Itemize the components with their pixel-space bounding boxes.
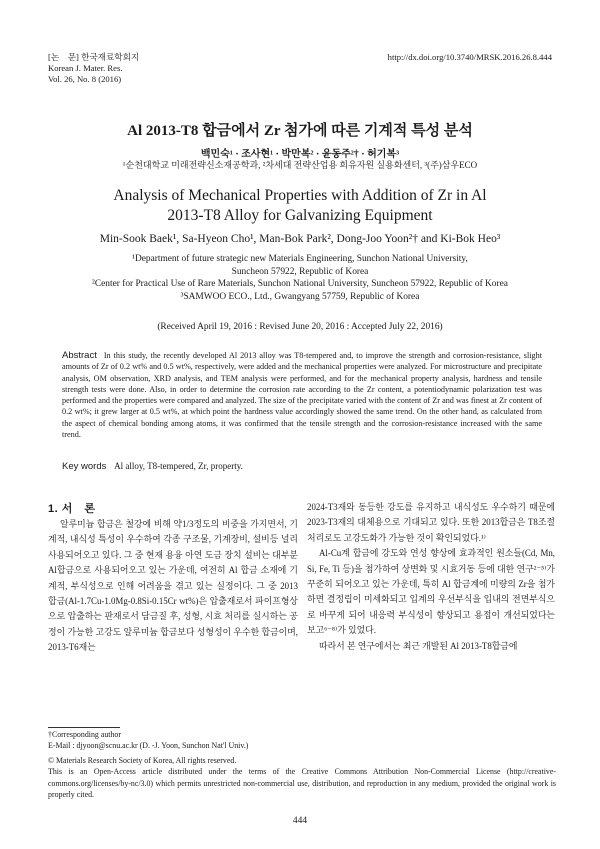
affiliation-line-2: Suncheon 57922, Republic of Korea bbox=[231, 266, 369, 277]
affiliation-line-4: ³SAMWOO ECO., Ltd., Gwangyang 57759, Republic of Korea bbox=[180, 291, 420, 302]
footnote-corresponding: †Corresponding author bbox=[48, 730, 121, 739]
body-paragraph: 따라서 본 연구에서는 최근 개발된 Al 2013-T8합금에 bbox=[319, 640, 518, 651]
footnote-email: E-Mail : djyoon@scnu.ac.kr (D. -J. Yoon, Sunchon Nat'l Univ.) bbox=[48, 741, 249, 751]
authors-korean: 백민숙¹ · 조사현¹ · 박만복² · 윤동주²† · 허기복³ bbox=[200, 149, 400, 160]
title-english bbox=[0, 186, 600, 226]
footnote-copyright: © Materials Research Society of Korea, All rights reserved. bbox=[48, 755, 237, 765]
footnotes bbox=[48, 729, 556, 800]
affiliations-english bbox=[40, 253, 560, 303]
journal-line-3: Vol. 26, No. 8 (2016) bbox=[48, 74, 122, 84]
authors-english: Min-Sook Baek¹, Sa-Hyeon Cho¹, Man-Bok Park², Dong-Joo Yoon²† and Ki-Bok Heo³ bbox=[99, 233, 501, 245]
affiliations-korean: ¹순천대학교 미래전략신소재공학과, ²차세대 전략산업용 희유자원 실용화센터, ³(주)삼우ECO bbox=[122, 160, 478, 170]
footnote-license: This is an Open-Access article distributed under the terms of the Creative Commons Attribution Non-Commercial License (http://creative-commons.org/licenses/by-nc/3.0) which permits unrestricted non-commercial use, distribution, and reproduction in any medium, provided the original work is properly cited. bbox=[48, 767, 556, 800]
body-column-right bbox=[307, 500, 555, 654]
journal-line-2: Korean J. Mater. Res. bbox=[48, 63, 123, 73]
journal-info bbox=[48, 52, 139, 85]
doi-link[interactable]: http://dx.doi.org/10.3740/MRSK.2016.26.8.444 bbox=[387, 52, 552, 62]
affiliation-line-1: ¹Department of future strategic new Materials Engineering, Sunchon National University, bbox=[132, 254, 468, 264]
body-column-left bbox=[48, 517, 298, 656]
keywords-text: Al alloy, T8-tempered, Zr, property. bbox=[114, 461, 243, 471]
abstract-text: In this study, the recently developed Al 2013 alloy was T8-tempered and, to improve the strength and corrosion-resistance, slight amounts of Zr of 0.2 wt% and 0.5 wt%, respectively, were added and the mechanical properties were analyzed. For microstructure and precipitate analysis, OM observation, XRD analysis, and TEM analysis were performed, and for the mechanical property analysis, hardness and tensile strength tests were done. Also, in order to determine the corrosion rate according to the Zr content, a potentiodynamic polarization test was performed and the properties were compared and analyzed. The size of the precipitate varied with the content of Zr and was finest at Zr content of 0.2 wt%; it grew larger at 0.5 wt%, at which point the hardness value accordingly showed the same trend. On the other hand, as calculated from the aspect of chemical bonding among atoms, it was confirmed that the tensile strength and the corrosion-resistance increased with the same trend. bbox=[62, 351, 542, 440]
body-paragraph: 알루미늄 합금은 철강에 비해 약1/3정도의 비중을 가지면서, 기계적, 내식성 특성이 우수하여 각종 구조물, 기계장비, 설비등 널리 사용되어오고 있다. 그 중 현재 용융 아연 도금 장치 설비는 대부분 Al합금으로 사용되어오고 있는 가운데, 여전히 Al 합금 소재에 기계적, 부식성으로 인해 어려움을 겪고 있는 실정이다. 그 중 2013 합금(Al-1.7Cu-1.0Mg-0.8Si-0.15Cr wt%)은 압출재로서 파이프형상으로 압출하는 판재로서 담금질 후, 성형, 시효 처리를 실시하는 공정이 가능한 고강도 알루미늄 합금보다 성형성이 우수한 합금이며, 2013-T6재는 bbox=[48, 519, 298, 653]
affiliation-line-3: ²Center for Practical Use of Rare Materials, Sunchon National University, Suncheon 57922, Republic of Korea bbox=[92, 279, 508, 289]
page-number: 444 bbox=[292, 816, 308, 826]
journal-line-1: [논 문] 한국재료학회지 bbox=[48, 52, 140, 62]
keywords bbox=[62, 461, 542, 472]
title-english-line-1: Analysis of Mechanical Properties with Addition of Zr in Al bbox=[113, 187, 487, 204]
body-paragraph: Al-Cu계 합금에 강도와 연성 향상에 효과적인 원소들(Cd, Mn, Si, Fe, Ti 등)을 첨가하여 상변화 및 시효거동 등에 대한 연구²⁻⁵⁾가 꾸준히 되어오고 있는 가운데, 특히 Al 합금계에 미량의 Zr을 첨가하면 결정립이 미세화되고 입계의 우선부식을 입내의 전면부식으로 바꾸게 되어 내응력 부식성이 향상되고 용접이 개선되었다는 보고⁶⁻⁸⁾가 있었다. bbox=[307, 548, 555, 636]
body-paragraph: 2024-T3재와 동등한 강도를 유지하고 내식성도 우수하기 때문에 2023-T3재의 대체용으로 기대되고 있다. 또한 2013합금은 T8조절처리로도 고강도화가 가능한 것이 확인되었다.¹⁾ bbox=[307, 502, 555, 543]
title-korean: Al 2013-T8 합금에서 Zr 첨가에 따른 기계적 특성 분석 bbox=[127, 123, 473, 139]
received-dates: (Received April 19, 2016 : Revised June 20, 2016 : Accepted July 22, 2016) bbox=[157, 322, 443, 332]
title-english-line-2: 2013-T8 Alloy for Galvanizing Equipment bbox=[167, 207, 433, 224]
keywords-label: Key words bbox=[62, 461, 107, 472]
footnote-divider bbox=[48, 727, 120, 728]
abstract bbox=[62, 350, 542, 440]
section-heading-introduction: 1. 서 론 bbox=[48, 503, 96, 515]
abstract-label: Abstract bbox=[62, 350, 97, 361]
